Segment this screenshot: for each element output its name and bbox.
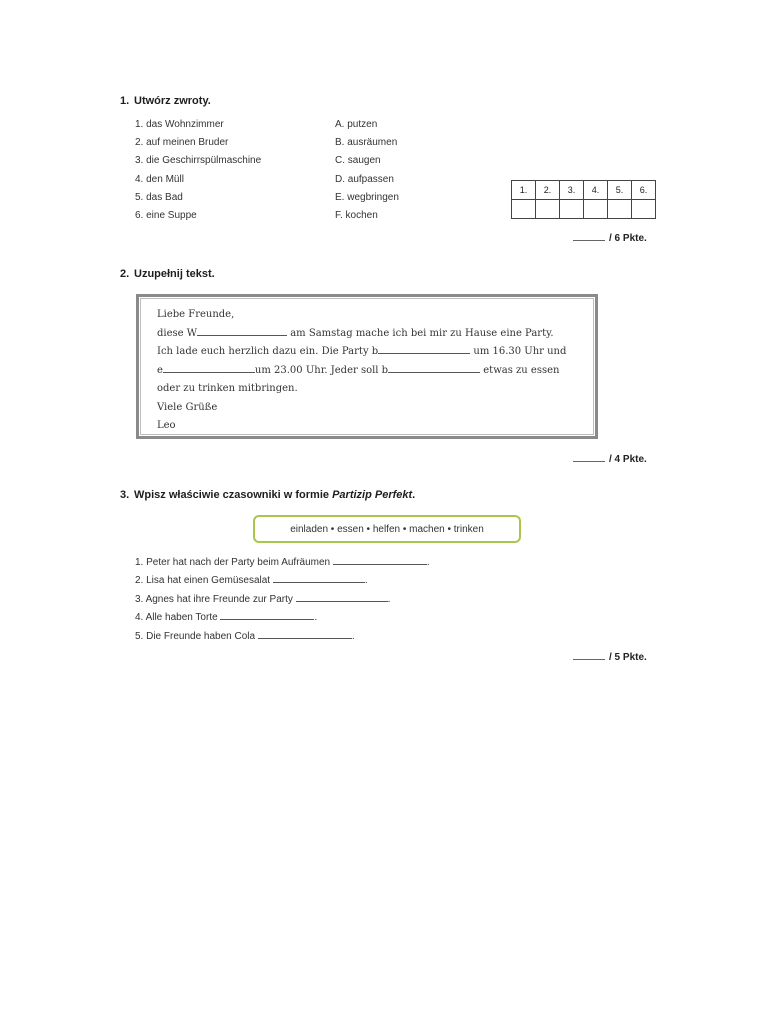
answer-blank[interactable] xyxy=(258,630,352,639)
exercise-title: Wpisz właściwie czasowniki w formie xyxy=(134,489,330,501)
score-blank[interactable] xyxy=(573,461,605,462)
answer-header: 3. xyxy=(560,181,584,200)
gap-blank[interactable] xyxy=(163,363,255,373)
answer-blank[interactable] xyxy=(333,556,427,565)
exercise-title-end: . xyxy=(412,489,416,501)
letter-line xyxy=(157,362,566,381)
letter-text-segment: Ich lade euch herzlich dazu ein. Die Party b xyxy=(157,346,379,357)
exercise-number: 1. xyxy=(120,95,130,107)
score-blank[interactable] xyxy=(573,240,605,241)
answer-cell[interactable] xyxy=(584,200,608,219)
letter-text xyxy=(157,306,566,436)
letter-box xyxy=(136,294,598,439)
score-label: / 5 Pkte. xyxy=(609,652,647,663)
list-item: 2. auf meinen Bruder xyxy=(135,137,229,149)
answer-cell[interactable] xyxy=(512,200,536,219)
answer-cell[interactable] xyxy=(632,200,656,219)
list-item: C. saugen xyxy=(335,155,381,167)
gap-blank[interactable] xyxy=(378,344,470,354)
sentence xyxy=(135,630,430,648)
letter-line xyxy=(157,343,566,362)
exercise-2-heading xyxy=(120,268,215,280)
letter-text-segment: diese W xyxy=(157,327,198,339)
answer-header: 2. xyxy=(536,181,560,200)
letter-text-segment: um 16.30 Uhr und xyxy=(473,346,567,357)
right-column xyxy=(335,119,399,228)
answer-header: 1. xyxy=(512,181,536,200)
list-item: E. wegbringen xyxy=(335,191,399,203)
list-item: 1. das Wohnzimmer xyxy=(135,119,224,130)
list-item: 4. den Müll xyxy=(135,173,184,185)
answer-grid xyxy=(511,180,656,219)
list-item: A. putzen xyxy=(335,119,378,130)
sentence-text: 1. Peter hat nach der Party beim Aufräumen xyxy=(135,557,331,568)
exercise-title-italic: Partizip Perfekt xyxy=(332,489,413,501)
left-column xyxy=(135,119,261,228)
list-item: D. aufpassen xyxy=(335,173,394,185)
letter-line: oder zu trinken mitbringen. xyxy=(157,383,298,394)
answer-header: 6. xyxy=(632,181,656,200)
list-item: F. kochen xyxy=(335,209,378,221)
exercise-title: Utwórz zwroty. xyxy=(134,95,211,107)
answer-header: 4. xyxy=(584,181,608,200)
letter-text-segment: am Samstag mache ich bei mir zu Hause eine Party. xyxy=(290,327,554,339)
letter-line xyxy=(157,325,566,344)
sentence-list xyxy=(135,556,430,648)
score-label: / 6 Pkte. xyxy=(609,233,647,244)
letter-closing: Viele Grüße xyxy=(157,401,218,413)
sentence xyxy=(135,593,430,611)
answer-header: 5. xyxy=(608,181,632,200)
sentence-text: 5. Die Freunde haben Cola xyxy=(135,630,256,642)
gap-blank[interactable] xyxy=(388,363,480,373)
sentence-period: . xyxy=(387,593,391,605)
exercise-3-heading xyxy=(120,489,415,501)
list-item: 6. eine Suppe xyxy=(135,209,197,221)
sentence-period: . xyxy=(314,612,318,624)
sentence-period: . xyxy=(351,630,355,642)
sentence xyxy=(135,574,430,592)
exercise-number: 3. xyxy=(120,489,130,501)
answer-blank[interactable] xyxy=(220,611,314,620)
exercise-title: Uzupełnij tekst. xyxy=(134,268,215,280)
sentence xyxy=(135,611,430,629)
list-item: 5. das Bad xyxy=(135,191,183,203)
letter-greeting: Liebe Freunde, xyxy=(157,309,235,320)
sentence-text: 4. Alle haben Torte xyxy=(135,612,218,624)
answer-cell[interactable] xyxy=(536,200,560,219)
gap-blank[interactable] xyxy=(197,326,287,336)
exercise-number: 2. xyxy=(120,268,130,280)
sentence xyxy=(135,556,430,574)
letter-signature: Leo xyxy=(157,420,176,431)
exercise-2-score xyxy=(573,454,647,465)
letter-text-segment: um 23.00 Uhr. Jeder soll b xyxy=(254,364,389,376)
answer-cell[interactable] xyxy=(608,200,632,219)
word-bank: einladen • essen • helfen • machen • trinken xyxy=(253,515,521,543)
answer-blank[interactable] xyxy=(273,574,365,583)
exercise-1-heading xyxy=(120,95,211,107)
score-label: / 4 Pkte. xyxy=(609,454,647,465)
sentence-period: . xyxy=(364,575,368,587)
sentence-text: 2. Lisa hat einen Gemüsesalat xyxy=(135,575,271,587)
letter-text-segment: e xyxy=(157,364,163,376)
exercise-3-score xyxy=(573,652,647,663)
list-item: 3. die Geschirrspülmaschine xyxy=(135,155,262,167)
answer-cell[interactable] xyxy=(560,200,584,219)
list-item: B. ausräumen xyxy=(335,137,398,149)
sentence-text: 3. Agnes hat ihre Freunde zur Party xyxy=(135,593,293,605)
score-blank[interactable] xyxy=(573,659,605,660)
answer-blank[interactable] xyxy=(296,593,388,602)
letter-text-segment: etwas zu essen xyxy=(483,364,560,376)
sentence-period: . xyxy=(426,557,430,568)
exercise-1-score xyxy=(573,233,647,244)
